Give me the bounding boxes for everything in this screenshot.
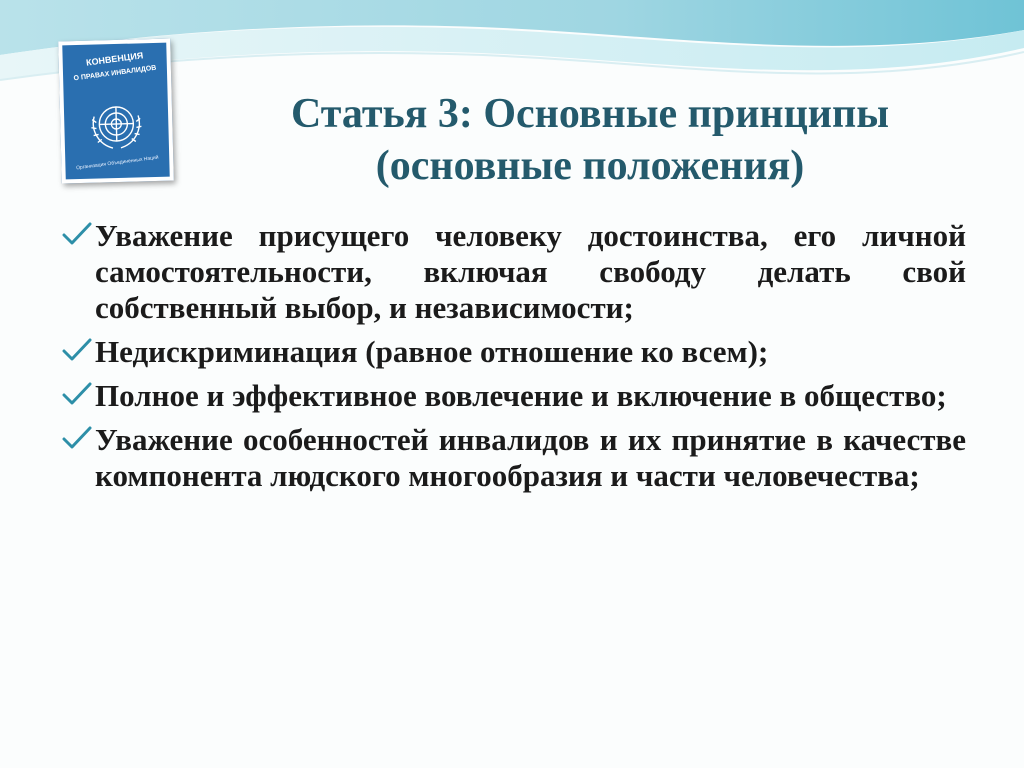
book-cover-title: КОНВЕНЦИЯ	[85, 50, 144, 68]
principle-item	[62, 422, 966, 494]
book-cover-bottom-text: Организация Объединенных Наций	[75, 154, 159, 172]
principles-list	[62, 218, 966, 502]
principle-item	[62, 334, 966, 370]
book-cover-subtitle: О ПРАВАХ ИНВАЛИДОВ	[73, 64, 157, 83]
slide-title-line-1: Статья 3: Основные принципы	[290, 91, 889, 137]
slide-title-line-2: (основные положения)	[375, 143, 805, 189]
principle-text: Уважение особенностей инвалидов и их принятие в качестве компонента людского многообразия и части человечества;	[95, 422, 966, 493]
principle-item	[62, 378, 966, 414]
convention-book-cover	[58, 39, 174, 184]
principle-item	[62, 218, 966, 326]
checkmark-icon	[62, 381, 92, 407]
principle-text: Недискриминация (равное отношение ко всем);	[95, 334, 769, 369]
principle-text: Уважение присущего человеку достоинства, его личной самостоятельности, включая свободу делать свой собственный выбор, и независимости;	[95, 218, 966, 325]
checkmark-icon	[62, 425, 92, 451]
principle-text: Полное и эффективное вовлечение и включение в общество;	[95, 378, 947, 413]
checkmark-icon	[62, 221, 92, 247]
un-emblem-icon	[84, 95, 150, 157]
slide-title	[190, 88, 990, 192]
checkmark-icon	[62, 337, 92, 363]
